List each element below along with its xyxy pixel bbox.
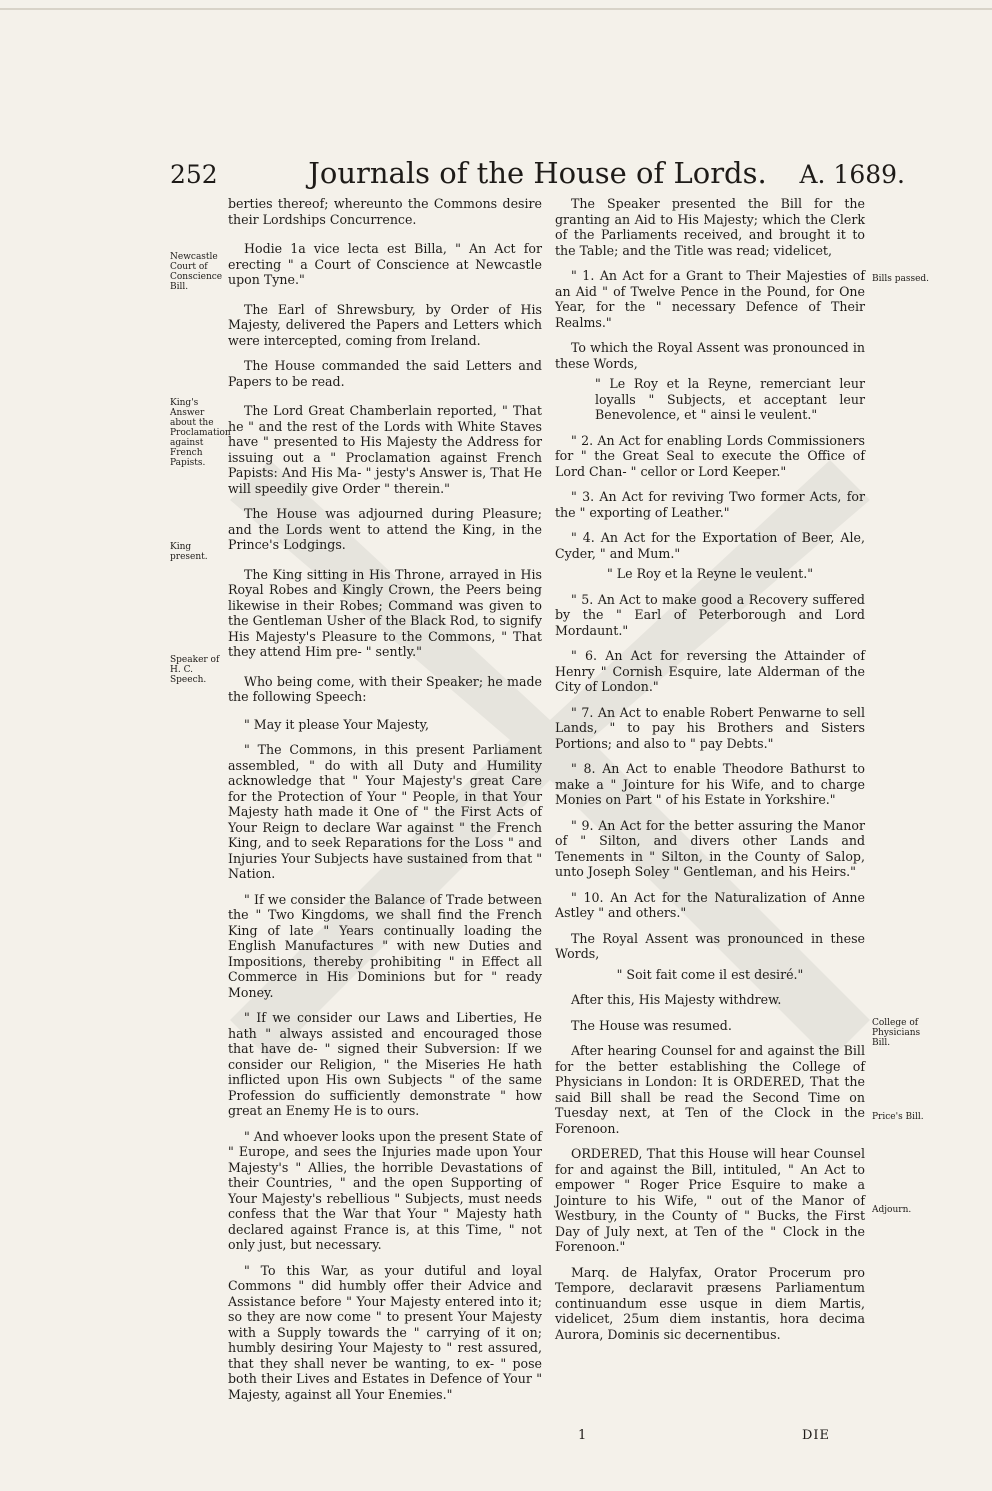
paragraph: The House was resumed. [571,1017,732,1033]
running-header [170,152,905,192]
margin-note-speaker: Speaker of H. C. Speech. [170,655,220,685]
left-column [228,196,542,1412]
paragraph: The King sitting in His Throne, arrayed in His Royal Robes and Kingly Crown, the Peers being likewise in their Robes; Command was given to the Gentleman Usher of the Black Rod, to signify His Majesty's Pleasure to the Commons, " That they attend Him pre- " sently." [228,566,542,659]
margin-note-college: College of Physicians Bill. [872,1018,921,1048]
paragraph: The House commanded the said Letters and Papers to be read. [228,358,542,389]
paragraph: After this, His Majesty withdrew. [571,992,782,1007]
paragraph: " 5. An Act to make good a Recovery suffered by the " Earl of Peterborough and Lord Mordaunt." [555,591,865,638]
margin-note-king-present: King present. [170,542,208,562]
paragraph: " 3. An Act for reviving Two former Acts, for the " exporting of Leather." [555,489,865,520]
paragraph: After hearing Counsel for and against the Bill for the better establishing the College of Physicians in London: It is ORDERED, That the said Bill shall be read the Second Time on Tuesday next, at Ten of the Clock in the Forenoon. [555,1043,865,1136]
paragraph: " If we consider our Laws and Liberties, He hath " always assisted and encouraged those that have de- " signed their Subversion: If we consider our Religion, " the Miseries He hath inflicted upon His own Subjects " of the same Profession do sufficiently demonstrate " how great an Enemy He is to ours. [228,1010,542,1118]
catchword: DIE [802,1428,831,1443]
paragraph: " And whoever looks upon the present State of " Europe, and sees the Injuries made upon Your Majesty's " Allies, the horrible Devastations of their Countries, " and the open Supporting of Your Majesty's rebellious " Subjects, must needs confess that the War that Your " Majesty hath declared against France is, at this Time, " not only just, but necessary. [228,1128,542,1252]
paragraph: The House was adjourned during Pleasure; and the Lords went to attend the King, in the Prince's Lodgings. [228,506,542,552]
paragraph: To which the Royal Assent was pronounced in these Words, [555,340,865,371]
paragraph: The Speaker presented the Bill for the granting an Aid to His Majesty; which the Clerk of the Parliaments received, and brought it to the Table; and the Title was read; videlicet, [555,196,865,258]
paragraph: " Soit fait come il est desiré." [616,966,804,982]
margin-note-newcastle: Newcastle Court of Conscience Bill. [170,252,223,292]
paragraph: Hodie 1a vice lecta est Billa, " An Act for erecting " a Court of Conscience at Newcastle upon Tyne." [228,241,542,287]
margin-note-kings-answer: King's Answer about the Proclamation against French Papists. [170,398,231,468]
paragraph: " Le Roy et la Reyne le veulent." [606,566,814,581]
paragraph: " 9. An Act for the better assuring the Manor of " Silton, and divers other Lands and Tenements in " Silton, in the County of Salop, unto Joseph Soley " Gentleman, and his Heirs." [555,817,865,879]
margin-note-price: Price's Bill. [872,1112,924,1122]
paragraph: " If we consider the Balance of Trade between the " Two Kingdoms, we shall find the French King of late " Years continually loading the English Manufactures " with new Duties and Impositions, thereby prohibiting " in Effect all Commerce in His Dominions but for " ready Money. [228,891,542,1000]
paragraph: " 2. An Act for enabling Lords Commissioners for " the Great Seal to execute the Office of Lord Chan- " cellor or Lord Keeper." [555,432,865,479]
paragraph: " 10. An Act for the Naturalization of Anne Astley " and others." [555,889,865,920]
paragraph: " To this War, as your dutiful and loyal Commons " did humbly offer their Advice and Assistance before " Your Majesty entered into it; so they are now come " to present Your Majesty with a Supply towards the " carrying of it on; humbly desiring Your Majesty to " rest assured, that they shall never be wanting, to ex- " pose both their Lives and Estates in Defence of Your " Majesty, against all Your Enemies." [228,1262,542,1402]
paragraph: The Royal Assent was pronounced in these Words, [555,930,865,961]
paragraph: " 4. An Act for the Exportation of Beer, Ale, Cyder, " and Mum." [555,530,865,561]
paragraph: " 6. An Act for reversing the Attainder of Henry " Cornish Esquire, late Alderman of the City of London." [555,648,865,694]
paragraph: " 8. An Act to enable Theodore Bathurst to make a " Jointure for his Wife, and to charge Monies on Part " of his Estate in Yorkshire." [555,761,865,807]
paragraph: " May it please Your Majesty, [244,716,430,732]
right-column [555,196,865,1352]
top-edge-rule [0,8,992,10]
page-year: A. 1689. [799,160,905,189]
paragraph: The Lord Great Chamberlain reported, " That he " and the rest of the Lords with White Staves have " presented to His Majesty the Address for issuing out a " Proclamation against French Papists: And His Ma- " jesty's Answer is, That He will speedily give Order " therein." [228,403,542,496]
paragraph: " 1. An Act for a Grant to Their Majesties of an Aid " of Twelve Pence in the Pound, for One Year, for the " necessary Defence of Their Realms." [555,268,865,330]
margin-note-adjourn: Adjourn. [872,1205,912,1215]
signature-mark: 1 [578,1428,587,1443]
paragraph: Marq. de Halyfax, Orator Procerum pro Tempore, declaravit præsens Parliamentum continuandum esse usque in diem Martis, videlicet, 25um diem instantis, hora decima Aurora, Dominis sic decernentibus. [555,1264,865,1342]
margin-note-bills-passed: Bills passed. [872,274,930,284]
paragraph: Who being come, with their Speaker; he made the following Speech: [228,673,542,704]
paragraph: " 7. An Act to enable Robert Penwarne to sell Lands, " to pay his Brothers and Sisters Portions; and also to " pay Debts." [555,704,865,751]
paragraph: " The Commons, in this present Parliament assembled, " do with all Duty and Humility acknowledge that " Your Majesty's great Care for the Protection of Your " People, in that Your Majesty hath made it One of " the First Acts of Your Reign to declare War against " the French King, and to seek Reparations for the Loss " and Injuries Your Subjects have sustained from that " Nation. [228,742,542,881]
page-number: 252 [170,160,218,189]
page-title: Journals of the House of Lords. [308,156,767,190]
paragraph: " Le Roy et la Reyne, remerciant leur loyalls " Subjects, et acceptant leur Benevolence, et " ainsi le veulent." [595,376,865,422]
paragraph: ORDERED, That this House will hear Counsel for and against the Bill, intituled, " An Act to empower " Roger Price Esquire to make a Jointure to his Wife, " out of the Manor of Westbury, in the County of " Bucks, the First Day of July next, at Ten of the " Clock in the Forenoon." [555,1146,865,1254]
paragraph: The Earl of Shrewsbury, by Order of His Majesty, delivered the Papers and Letters which were intercepted, coming from Ireland. [228,301,542,348]
paragraph: berties thereof; whereunto the Commons desire their Lordships Concurrence. [228,196,542,227]
